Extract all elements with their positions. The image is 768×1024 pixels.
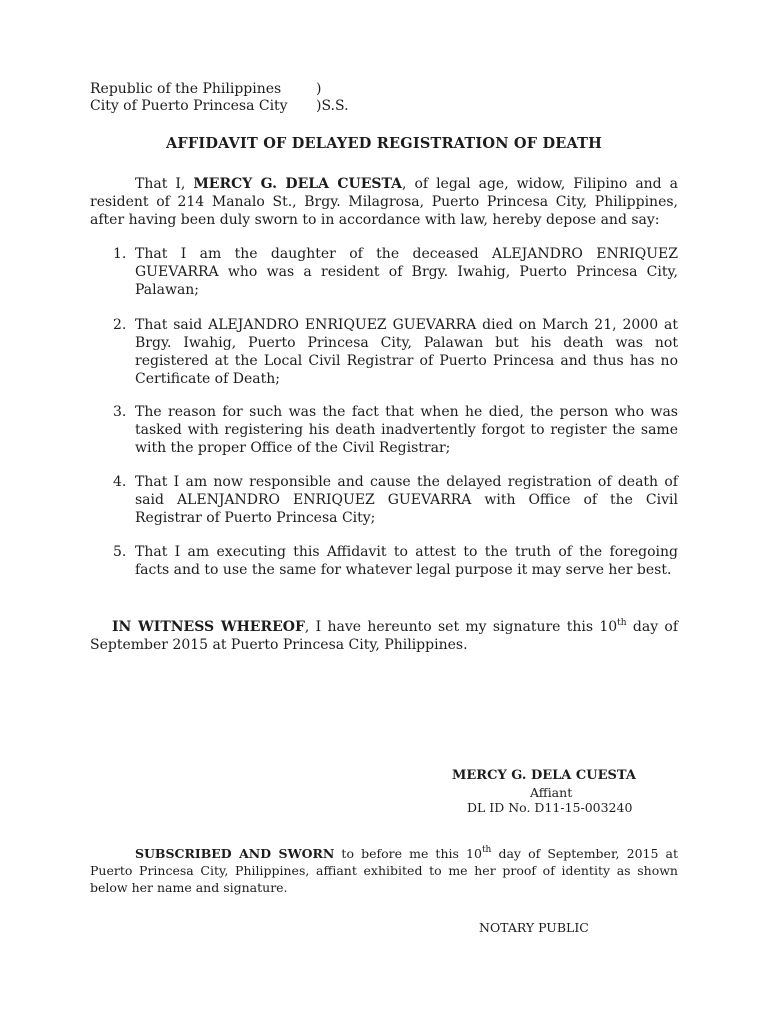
item-text: That I am the daughter of the deceased ALEJANDRO ENRIQUEZ GUEVARRA who was a resident of Brgy. Iwahig, Puerto Princesa City, Palawan; <box>135 246 678 298</box>
venue-city: City of Puerto Princesa City <box>90 98 288 114</box>
affiant-name: MERCY G. DELA CUESTA <box>452 768 636 783</box>
witness-heading: IN WITNESS WHEREOF <box>112 619 305 635</box>
venue-bracket-1: ) <box>316 81 322 97</box>
jurat-paragraph <box>90 845 678 896</box>
affiant-label: Affiant <box>530 785 573 800</box>
item-text: That I am now responsible and cause the delayed registration of death of said ALENJANDRO ENRIQUEZ GUEVARRA with Office of the Civil Registrar of Puerto Princesa City; <box>135 474 678 526</box>
jurat-ordinal: th <box>481 845 492 855</box>
witness-paragraph <box>90 618 678 654</box>
item-text: That said ALEJANDRO ENRIQUEZ GUEVARRA died on March 21, 2000 at Brgy. Iwahig, Puerto Princesa City, Palawan but his death was not registered at the Local Civil Registrar of Puerto Princesa and thus has no Certificate of Death; <box>135 317 678 387</box>
venue-bracket-ss: )S.S. <box>316 98 349 114</box>
venue-republic: Republic of the Philippines <box>90 81 282 97</box>
deposition-item-1 <box>113 245 678 299</box>
deposition-item-3 <box>113 403 678 457</box>
affiant-id-number: DL ID No. D11-15-003240 <box>467 800 633 815</box>
item-number: 2. <box>113 317 127 333</box>
deposition-item-2 <box>113 316 678 388</box>
witness-text-1: , I have hereunto set my signature this 10 <box>304 619 618 635</box>
item-text: That I am executing this Affidavit to attest to the truth of the foregoing facts and to use the same for whatever legal purpose it may serve her best. <box>135 544 678 578</box>
deposition-item-5 <box>113 543 678 579</box>
affiant-name-inline: MERCY G. DELA CUESTA <box>193 176 403 192</box>
document-title: AFFIDAVIT OF DELAYED REGISTRATION OF DEATH <box>165 135 603 152</box>
item-number: 5. <box>113 544 127 560</box>
item-number: 1. <box>113 246 127 262</box>
intro-paragraph <box>90 175 678 229</box>
witness-ordinal: th <box>617 618 627 628</box>
deposition-item-4 <box>113 473 678 527</box>
jurat-text-2: day of September, 2015 at Puerto Princesa City, Philippines, affiant exhibited to me her proof of identity as shown below her name and signature. <box>90 846 679 895</box>
jurat-heading: SUBSCRIBED AND SWORN <box>135 846 335 861</box>
intro-prefix: That I, <box>135 176 194 192</box>
item-number: 4. <box>113 474 127 490</box>
notary-public-label: NOTARY PUBLIC <box>479 920 589 935</box>
intro-rest: , of legal age, widow, Filipino and a resident of 214 Manalo St., Brgy. Milagrosa, Puerto Princesa City, Philippines, after having been duly sworn to in accordance with law, hereby depose and say: <box>90 176 678 228</box>
jurat-text-1: to before me this 10 <box>334 846 482 861</box>
item-text: The reason for such was the fact that when he died, the person who was tasked with registering his death inadvertently forgot to register the same with the proper Office of the Civil Registrar; <box>135 404 678 456</box>
witness-text-2: day of September 2015 at Puerto Princesa City, Philippines. <box>90 619 679 653</box>
item-number: 3. <box>113 404 127 420</box>
